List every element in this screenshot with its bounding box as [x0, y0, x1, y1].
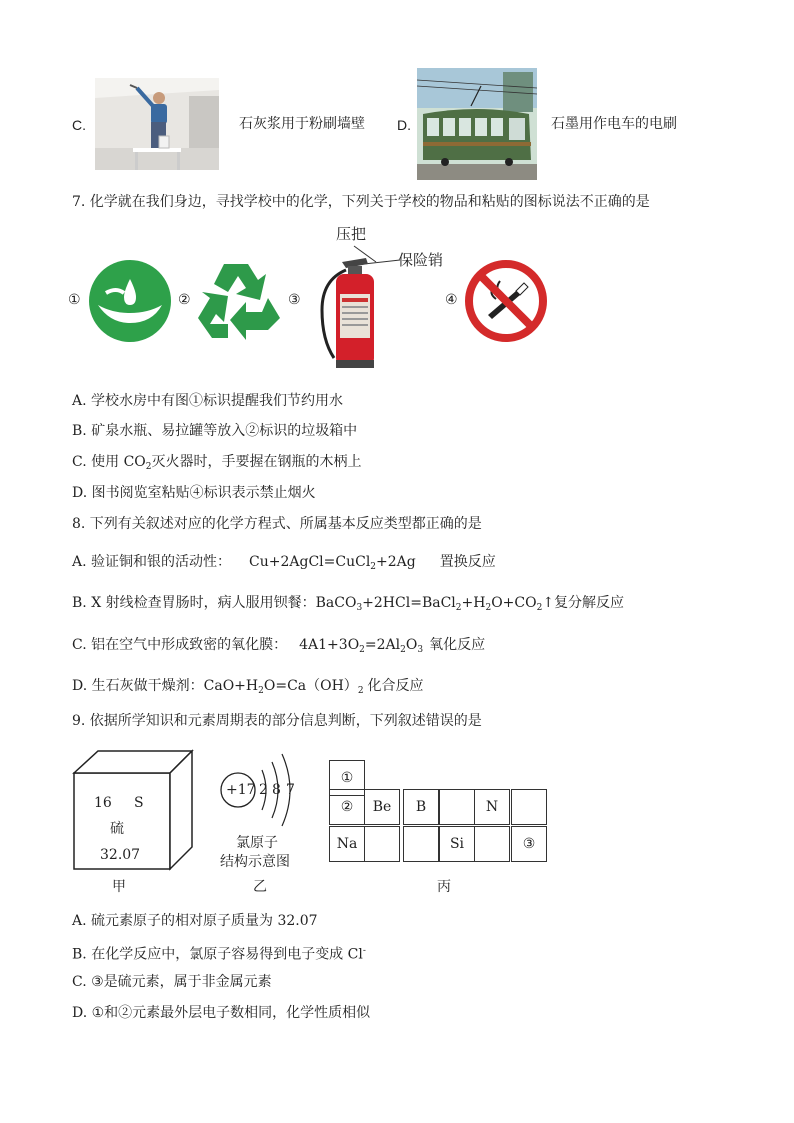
safety-pin-label: 保险销 — [398, 251, 444, 269]
option-d-letter: D. — [397, 117, 411, 133]
water-saving-icon — [88, 259, 172, 343]
label-2: ② — [178, 292, 191, 308]
no-smoking-icon — [464, 259, 548, 343]
q9-option-d: D. ①和②元素最外层电子数相同，化学性质相似 — [72, 1005, 371, 1021]
atom-caption-1: 氯原子 — [236, 835, 278, 851]
handle-label: 压把 — [336, 225, 367, 243]
atom-caption-2: 结构示意图 — [220, 854, 290, 870]
q9-option-a: A. 硫元素原子的相对原子质量为 32.07 — [72, 913, 318, 929]
table-cell-r2c2: Be — [364, 789, 400, 825]
atom-shell-2: 8 — [272, 782, 281, 798]
cube-atomic-number: 16 — [94, 795, 112, 811]
atom-shell-1: 2 — [259, 782, 268, 798]
label-3: ③ — [288, 292, 301, 308]
cube-mass: 32.07 — [100, 847, 141, 863]
table-cell-r2c4 — [439, 789, 475, 825]
table-cell-r1c1: ① — [329, 760, 365, 796]
table-cell-r3c5 — [474, 826, 510, 862]
cube-name: 硫 — [110, 821, 124, 837]
whitewash-photo — [95, 78, 219, 170]
q8-stem: 8. 下列有关叙述对应的化学方程式、所属基本反应类型都正确的是 — [72, 516, 482, 532]
table-cell-r2c1: ② — [329, 789, 365, 825]
label-1: ① — [68, 292, 81, 308]
cube-symbol: S — [134, 795, 144, 811]
q9-option-b: B. 在化学反应中，氯原子容易得到电子变成 Cl- — [72, 946, 366, 963]
table-cell-r3c6: ③ — [511, 826, 547, 862]
option-c-letter: C. — [72, 117, 86, 133]
table-cell-r2c3: B — [403, 789, 439, 825]
q7-option-a: A. 学校水房中有图①标识提醒我们节约用水 — [72, 393, 344, 409]
q8-option-a: A. 验证铜和银的活动性： Cu+2AgCl=CuCl$_2$+2Ag 置换反应 — [72, 554, 496, 572]
q9-stem: 9. 依据所学知识和元素周期表的部分信息判断，下列叙述错误的是 — [72, 713, 482, 729]
recycle-icon — [194, 258, 284, 342]
fire-extinguisher-icon — [316, 240, 406, 374]
table-cell-r3c2 — [364, 826, 400, 862]
table-cell-r3c4: Si — [439, 826, 475, 862]
atom-nucleus: +17 — [226, 782, 256, 798]
q8-option-b: B. X 射线检查胃肠时，病人服用钡餐：$BaCO_3+2HCl=BaCl_2+H_2O+CO_2↑$复分解反应 — [72, 595, 625, 613]
option-d-text: 石墨用作电车的电刷 — [551, 116, 677, 132]
atom-shell-3: 7 — [286, 782, 295, 798]
table-cell-r2c6 — [511, 789, 547, 825]
label-bing: 丙 — [437, 879, 451, 895]
label-yi: 乙 — [253, 879, 267, 895]
q8-option-d: D. 生石灰做干燥剂：$CaO+H_2O=Ca(OH)_2$ 化合反应 — [72, 678, 424, 696]
table-cell-r3c3 — [403, 826, 439, 862]
q7-stem: 7. 化学就在我们身边，寻找学校中的化学，下列关于学校的物品和粘贴的图标说法不正确的是 — [72, 194, 650, 210]
q9-option-c: C. ③是硫元素，属于非金属元素 — [72, 974, 272, 990]
tram-photo — [417, 68, 537, 180]
table-cell-r2c5: N — [474, 789, 510, 825]
label-4: ④ — [445, 292, 458, 308]
q8-option-c: C. 铝在空气中形成致密的氧化膜： $4A1+3O_2=2Al_2O_3$ 氧化反应 — [72, 637, 486, 655]
label-jia: 甲 — [112, 879, 126, 895]
option-c-text: 石灰浆用于粉刷墙壁 — [239, 116, 365, 132]
q7-option-c: C. 使用 $CO_2$灭火器时，手要握在钢瓶的木柄上 — [72, 454, 362, 472]
q7-option-d: D. 图书阅览室粘贴④标识表示禁止烟火 — [72, 485, 316, 501]
q7-option-b: B. 矿泉水瓶、易拉罐等放入②标识的垃圾箱中 — [72, 423, 358, 439]
table-cell-r3c1: Na — [329, 826, 365, 862]
